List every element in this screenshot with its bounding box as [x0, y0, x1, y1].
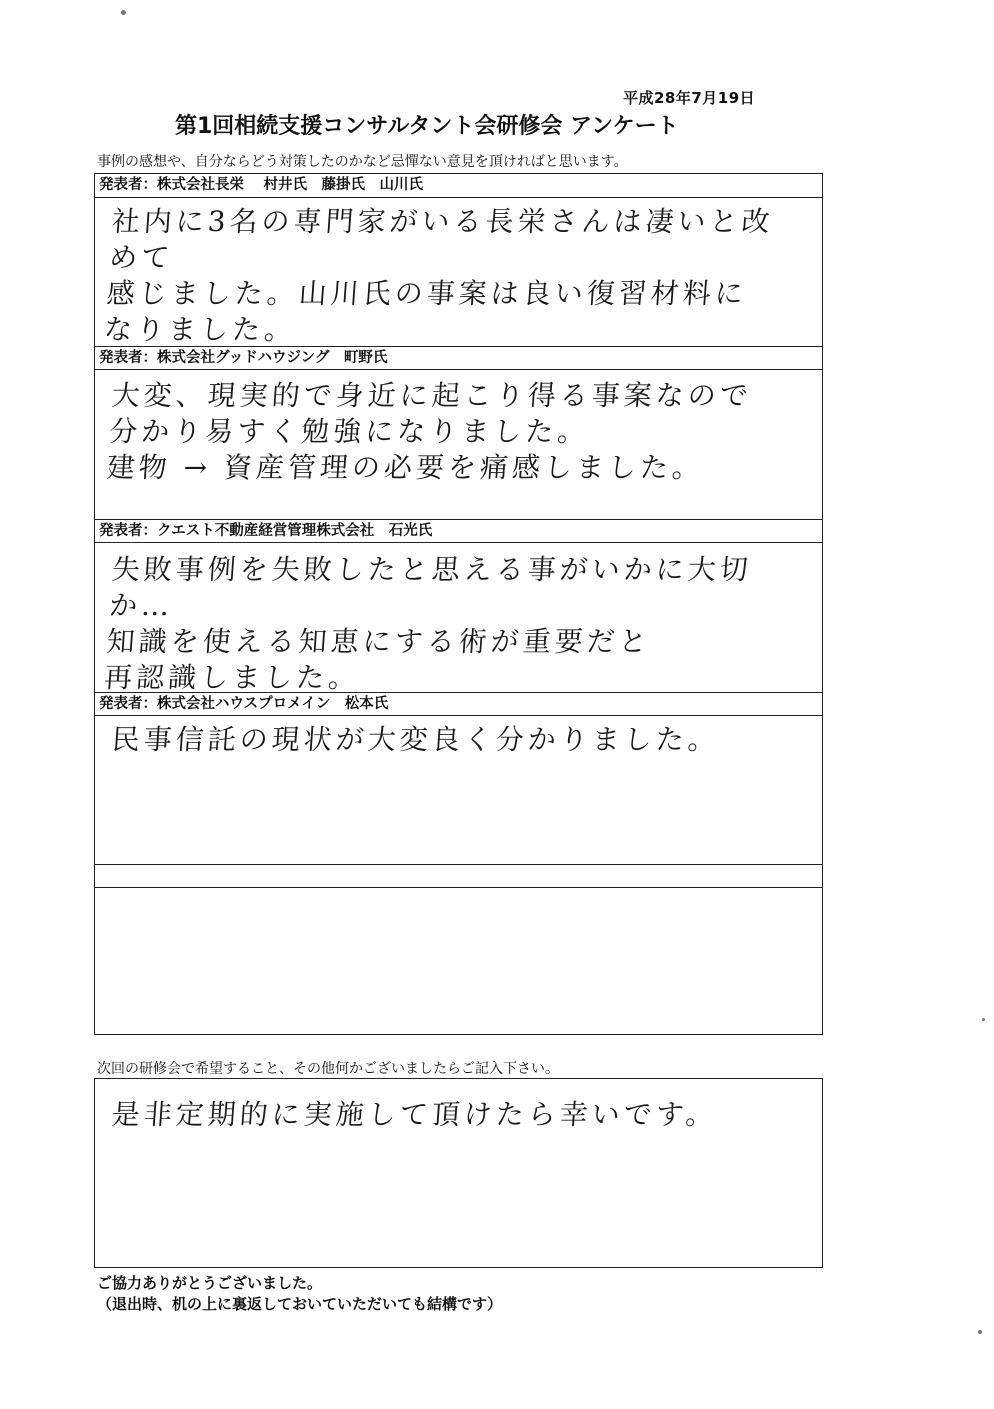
answer-line: 社内に3名の専門家がいる長栄さんは凄いと改めて: [108, 205, 775, 274]
handwritten-answer-3: [103, 552, 802, 696]
presenter-label-1: 発表者：株式会社長栄 村井氏 藤掛氏 山川氏: [95, 174, 822, 198]
presenter-label-blank: [95, 864, 822, 888]
answer-line: 知識を使える知恵にする術が重要だと: [105, 625, 652, 658]
answer-line: 再認識しました。: [103, 661, 362, 694]
feedback-form: [94, 173, 823, 1035]
answer-line: なりました。: [103, 313, 298, 346]
return-note: （退出時、机の上に裏返しておいていただいても結構です）: [97, 1295, 503, 1313]
answer-line: 大変、現実的で身近に起こり得る事案なので: [110, 379, 753, 412]
handwritten-answer-1: [103, 204, 802, 348]
next-session-box: [94, 1078, 823, 1268]
scan-speck: [982, 1018, 985, 1021]
scan-speck: [978, 1330, 982, 1334]
thanks-message: ご協力ありがとうございました。: [97, 1274, 323, 1292]
answer-line: 感じました。山川氏の事案は良い復習材料に: [105, 277, 748, 310]
answer-line: 建物 → 資産管理の必要を痛感しました。: [105, 451, 706, 484]
handwritten-answer-4: [110, 722, 802, 758]
answer-line: 失敗事例を失敗したと思える事がいかに大切か…: [108, 553, 753, 622]
scan-speck: [121, 10, 126, 15]
survey-instruction: 事例の感想や、自分ならどう対策したのかなど忌憚ない意見を頂ければと思います。: [97, 154, 628, 170]
presenter-label-3: 発表者：クエスト不動産経営管理株式会社 石光氏: [95, 519, 822, 543]
survey-title: 第1回相続支援コンサルタント会研修会 アンケート: [175, 114, 679, 139]
presenter-label-4: 発表者：株式会社ハウスプロメイン 松本氏: [95, 692, 822, 716]
answer-line: 民事信託の現状が大変良く分かりました。: [110, 723, 721, 756]
handwritten-request: 是非定期的に実施して頂けたら幸いです。: [110, 1098, 719, 1131]
answer-line: 分かり易すく勉強になりました。: [108, 415, 591, 448]
presenter-label-2: 発表者：株式会社グッドハウジング 町野氏: [95, 346, 822, 370]
handwritten-answer-2: [105, 378, 802, 486]
survey-date: 平成28年7月19日: [623, 89, 756, 107]
next-session-prompt: 次回の研修会で希望すること、その他何かございましたらご記入下さい。: [97, 1061, 559, 1077]
